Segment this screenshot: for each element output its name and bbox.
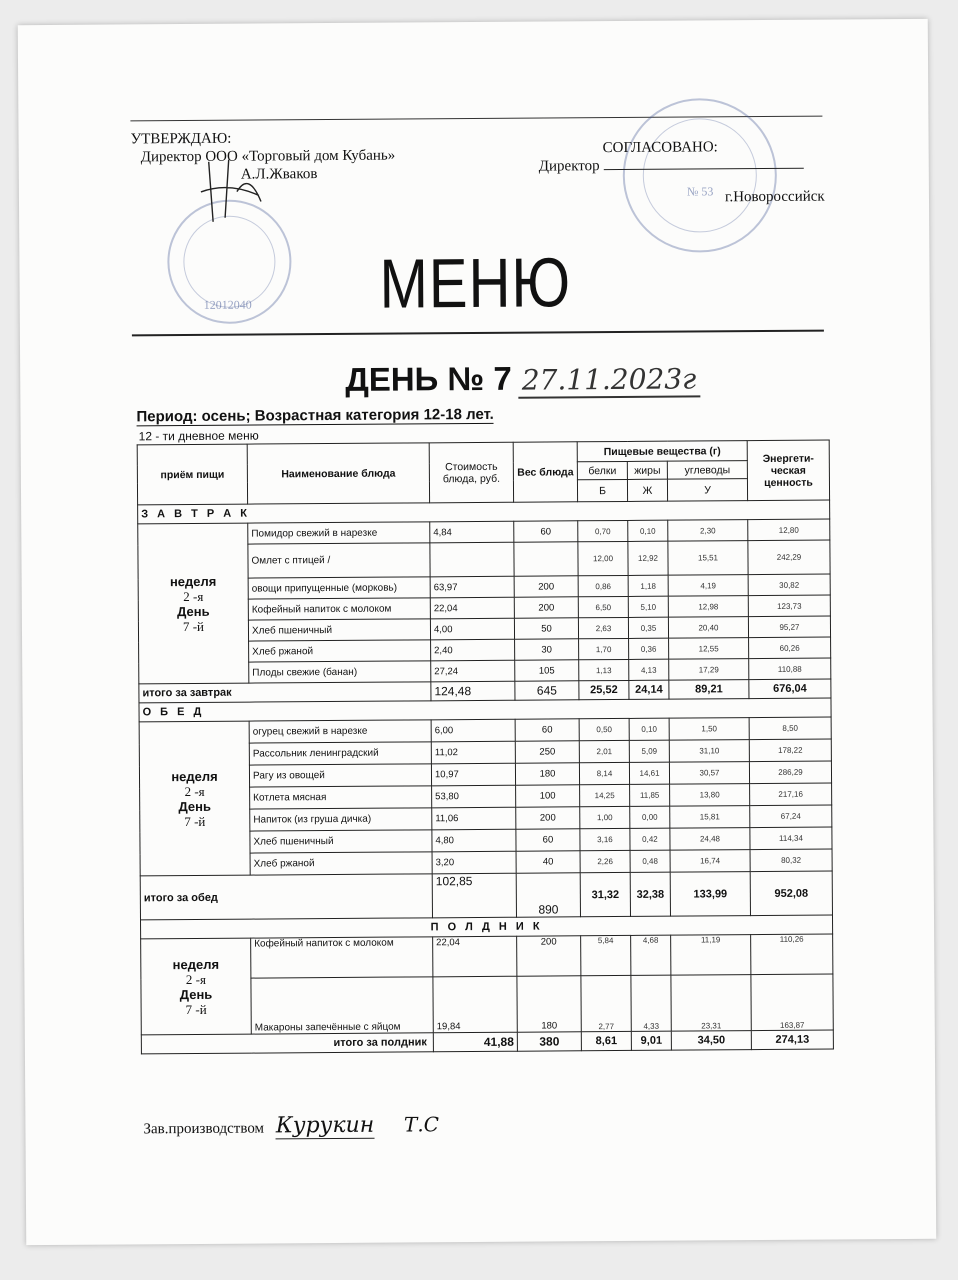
total-fats: 24,14	[629, 680, 669, 699]
total-proteins: 8,61	[581, 1031, 631, 1050]
dish-energy: 8,50	[749, 717, 831, 740]
header-energy: Энергети-ческая ценность	[747, 440, 829, 501]
dish-proteins: 2,77	[581, 975, 631, 1031]
lunch-total-row	[140, 871, 832, 920]
total-energy: 274,13	[751, 1030, 833, 1050]
dish-carbs: 4,19	[668, 575, 748, 597]
dish-cost: 11,02	[431, 741, 515, 764]
dish-carbs: 11,19	[671, 935, 751, 976]
total-energy: 676,04	[749, 679, 831, 699]
dish-weight: 100	[516, 785, 580, 807]
dish-proteins: 1,13	[579, 659, 629, 680]
dish-carbs: 30,57	[669, 762, 749, 785]
dish-energy: 110,88	[749, 658, 831, 680]
header-cost: Стоимость блюда, руб.	[429, 442, 513, 503]
dish-proteins: 0,86	[578, 575, 628, 596]
period-line: Период: осень; Возрастная категория 12-18 лет.	[136, 405, 494, 426]
total-label: итого за завтрак	[139, 682, 431, 703]
dish-weight: 200	[514, 576, 578, 597]
dish-fats: 4,33	[631, 975, 671, 1031]
dish-name: Хлеб пшеничный	[248, 619, 430, 641]
agreed-city: г.Новороссийск	[724, 188, 825, 206]
dish-proteins: 12,00	[578, 541, 628, 575]
dish-proteins: 8,14	[579, 762, 629, 784]
dish-carbs: 12,98	[668, 596, 748, 618]
week-number: 2 -я	[183, 588, 204, 604]
dish-cost: 11,06	[432, 807, 516, 830]
dish-fats: 14,61	[629, 762, 669, 784]
dish-fats: 1,18	[628, 575, 668, 596]
dish-weight: 60	[514, 521, 578, 542]
dish-carbs: 23,31	[671, 975, 751, 1032]
dish-weight: 200	[514, 597, 578, 618]
footer	[143, 1112, 439, 1139]
dish-fats: 0,10	[628, 520, 668, 541]
dish-fats: 5,10	[628, 596, 668, 617]
header-proteins: белки	[577, 461, 627, 479]
lunch-week-cell	[139, 721, 250, 876]
header-dish: Наименование блюда	[247, 443, 429, 504]
dish-carbs: 13,80	[670, 784, 750, 807]
dish-weight: 30	[515, 639, 579, 660]
dish-name: Хлеб ржаной	[249, 640, 431, 662]
document-sheet	[18, 19, 936, 1245]
day-label: День	[178, 798, 212, 814]
dish-cost: 53,80	[432, 785, 516, 808]
right-seal-number: № 53	[686, 184, 714, 199]
dish-proteins: 1,00	[580, 806, 630, 828]
dish-cost: 19,84	[433, 976, 517, 1033]
agreed-label: СОГЛАСОВАНО:	[602, 139, 718, 157]
dish-cost: 6,00	[431, 719, 515, 742]
dish-fats: 4,13	[629, 659, 669, 680]
total-weight: 645	[515, 681, 579, 700]
dish-fats: 0,42	[630, 828, 670, 850]
header-carbs-short: У	[667, 479, 747, 502]
dish-carbs: 20,40	[668, 617, 748, 639]
day-label: День	[177, 603, 210, 619]
dish-cost: 4,00	[430, 618, 514, 640]
dish-weight: 180	[515, 763, 579, 785]
dish-proteins: 0,50	[579, 718, 629, 740]
header-proteins-short: Б	[577, 479, 627, 501]
day-label: День	[179, 986, 213, 1002]
header-fats: жиры	[627, 461, 667, 479]
dish-cost: 10,97	[431, 763, 515, 786]
dish-weight: 200	[517, 936, 581, 976]
dish-name: Плоды свежие (банан)	[249, 661, 431, 683]
dish-fats: 0,10	[629, 718, 669, 740]
snack-section-title: П О Л Д Н И К	[141, 915, 833, 939]
dish-weight: 50	[514, 618, 578, 639]
day-title: ДЕНЬ № 7	[345, 359, 512, 398]
total-fats: 32,38	[630, 872, 670, 916]
total-energy: 952,08	[750, 871, 832, 916]
day-number: 7 -й	[182, 618, 205, 634]
dish-weight: 40	[516, 851, 580, 873]
total-proteins: 25,52	[579, 680, 629, 699]
dish-cost: 63,97	[430, 576, 514, 598]
dish-proteins: 2,01	[579, 740, 629, 762]
menu-table	[137, 440, 834, 1055]
total-label: итого за обед	[140, 874, 432, 920]
dish-weight: 105	[515, 660, 579, 681]
table-row	[141, 934, 833, 979]
approved-label: УТВЕРЖДАЮ:	[130, 130, 232, 148]
dish-carbs: 1,50	[669, 718, 749, 741]
week-label: неделя	[169, 573, 217, 589]
dish-cost: 22,04	[430, 597, 514, 619]
dish-fats: 12,92	[628, 541, 668, 575]
agreed-director: Директор	[538, 158, 600, 175]
total-carbs: 89,21	[669, 680, 749, 700]
week-label: неделя	[171, 768, 218, 784]
dish-name: Помидор свежий в нарезке	[248, 522, 430, 544]
total-carbs: 133,99	[670, 872, 750, 917]
dish-name: Кофейный напиток с молоком	[248, 598, 430, 620]
left-seal-number: 12012040	[203, 297, 252, 312]
dish-name: Хлеб пшеничный	[250, 830, 432, 853]
day-number: 7 -й	[184, 813, 206, 829]
agreement-block	[539, 138, 825, 208]
dish-name: Рагу из овощей	[249, 764, 431, 787]
week-number: 2 -я	[185, 971, 206, 987]
total-weight: 890	[516, 873, 580, 917]
day-heading	[345, 358, 700, 398]
dish-carbs: 12,55	[669, 638, 749, 660]
dish-energy: 67,24	[750, 805, 832, 828]
lunch-section-title: О Б Е Д	[139, 698, 831, 722]
day-date: 27.11.2023г	[518, 362, 701, 398]
footer-signature: Курукин	[275, 1112, 375, 1139]
dish-cost: 22,04	[433, 936, 517, 977]
dish-fats: 0,48	[630, 850, 670, 872]
dish-energy: 80,32	[750, 849, 832, 872]
dish-proteins: 0,70	[578, 520, 628, 541]
day-number: 7 -й	[185, 1001, 207, 1017]
dish-cost: 3,20	[432, 851, 516, 874]
dish-name: Кофейный напиток с молоком	[251, 937, 433, 978]
dish-energy: 242,29	[748, 540, 830, 575]
dish-proteins: 2,63	[578, 617, 628, 638]
menu-subtitle: 12 - ти дневное меню	[138, 428, 259, 444]
dish-proteins: 2,26	[580, 850, 630, 872]
dish-carbs: 16,74	[670, 850, 750, 873]
total-proteins: 31,32	[580, 872, 630, 916]
dish-fats: 0,36	[629, 638, 669, 659]
dish-cost: 27,24	[431, 660, 515, 682]
dish-proteins: 6,50	[578, 596, 628, 617]
week-label: неделя	[172, 956, 220, 972]
total-cost: 124,48	[431, 681, 515, 701]
week-number: 2 -я	[184, 783, 205, 799]
dish-energy: 60,26	[749, 637, 831, 659]
director-line: Директор ООО «Торговый дом Кубань»	[140, 147, 396, 166]
total-cost: 41,88	[433, 1032, 517, 1052]
header-weight: Вес блюда	[513, 442, 577, 502]
dish-energy: 123,73	[748, 595, 830, 617]
dish-fats: 5,09	[629, 740, 669, 762]
dish-carbs: 15,81	[670, 806, 750, 829]
dish-weight	[514, 542, 578, 576]
dish-weight: 250	[515, 741, 579, 763]
snack-week-cell	[141, 938, 252, 1035]
header-meal: приём пищи	[137, 444, 247, 505]
dish-energy: 110,26	[751, 934, 833, 975]
dish-weight: 60	[515, 719, 579, 741]
dish-energy: 114,34	[750, 827, 832, 850]
dish-name: Котлета мясная	[250, 786, 432, 809]
dish-carbs: 31,10	[669, 740, 749, 763]
dish-name: Макароны запечённые с яйцом	[251, 977, 433, 1034]
total-weight: 380	[517, 1032, 581, 1051]
dish-fats: 0,35	[628, 617, 668, 638]
dish-proteins: 3,16	[580, 828, 630, 850]
dish-name: Хлеб ржаной	[250, 852, 432, 875]
header-fats-short: Ж	[627, 479, 667, 501]
dish-proteins: 5,84	[581, 935, 631, 975]
footer-label: Зав.производством	[143, 1120, 265, 1138]
page-title: МЕНЮ	[379, 243, 572, 324]
dish-cost: 4,84	[430, 521, 514, 543]
dish-energy: 163,87	[751, 974, 833, 1031]
dish-name: Рассольник ленинградский	[249, 742, 431, 765]
dish-fats: 0,00	[630, 806, 670, 828]
breakfast-week-cell	[138, 523, 249, 684]
dish-name: огурец свежий в нарезке	[249, 720, 431, 743]
dish-energy: 286,29	[749, 761, 831, 784]
breakfast-section-title: З А В Т Р А К	[138, 500, 830, 524]
total-carbs: 34,50	[671, 1031, 751, 1051]
header-carbs: углеводы	[667, 461, 747, 480]
dish-fats: 11,85	[630, 784, 670, 806]
dish-energy: 217,16	[750, 783, 832, 806]
header-nutrients: Пищевые вещества (г)	[577, 441, 747, 462]
dish-proteins: 1,70	[579, 638, 629, 659]
dish-weight: 200	[516, 807, 580, 829]
dish-name: Напиток (из груша дичка)	[250, 808, 432, 831]
dish-fats: 4,68	[631, 935, 671, 975]
footer-signature-initials: Т.С	[403, 1112, 440, 1137]
dish-carbs: 2,30	[668, 520, 748, 542]
total-fats: 9,01	[631, 1031, 671, 1050]
director-signature	[189, 151, 280, 232]
director-name: А.Л.Жваков	[240, 166, 318, 183]
snack-total-row	[141, 1030, 833, 1054]
dish-carbs: 15,51	[668, 541, 748, 576]
total-cost: 102,85	[432, 873, 516, 918]
dish-energy: 30,82	[748, 574, 830, 596]
dish-energy: 12,80	[748, 519, 830, 541]
total-label: итого за полдник	[141, 1033, 433, 1054]
dish-name: Омлет с птицей /	[248, 543, 430, 578]
dish-carbs: 17,29	[669, 659, 749, 681]
dish-cost: 4,80	[432, 829, 516, 852]
dish-weight: 180	[517, 976, 581, 1032]
title-rule	[132, 330, 824, 337]
dish-weight: 60	[516, 829, 580, 851]
dish-proteins: 14,25	[580, 784, 630, 806]
dish-energy: 178,22	[749, 739, 831, 762]
dish-cost	[430, 542, 514, 577]
dish-energy: 95,27	[748, 616, 830, 638]
dish-cost: 2,40	[431, 639, 515, 661]
dish-carbs: 24,48	[670, 828, 750, 851]
dish-name: овощи припущенные (морковь)	[248, 577, 430, 599]
